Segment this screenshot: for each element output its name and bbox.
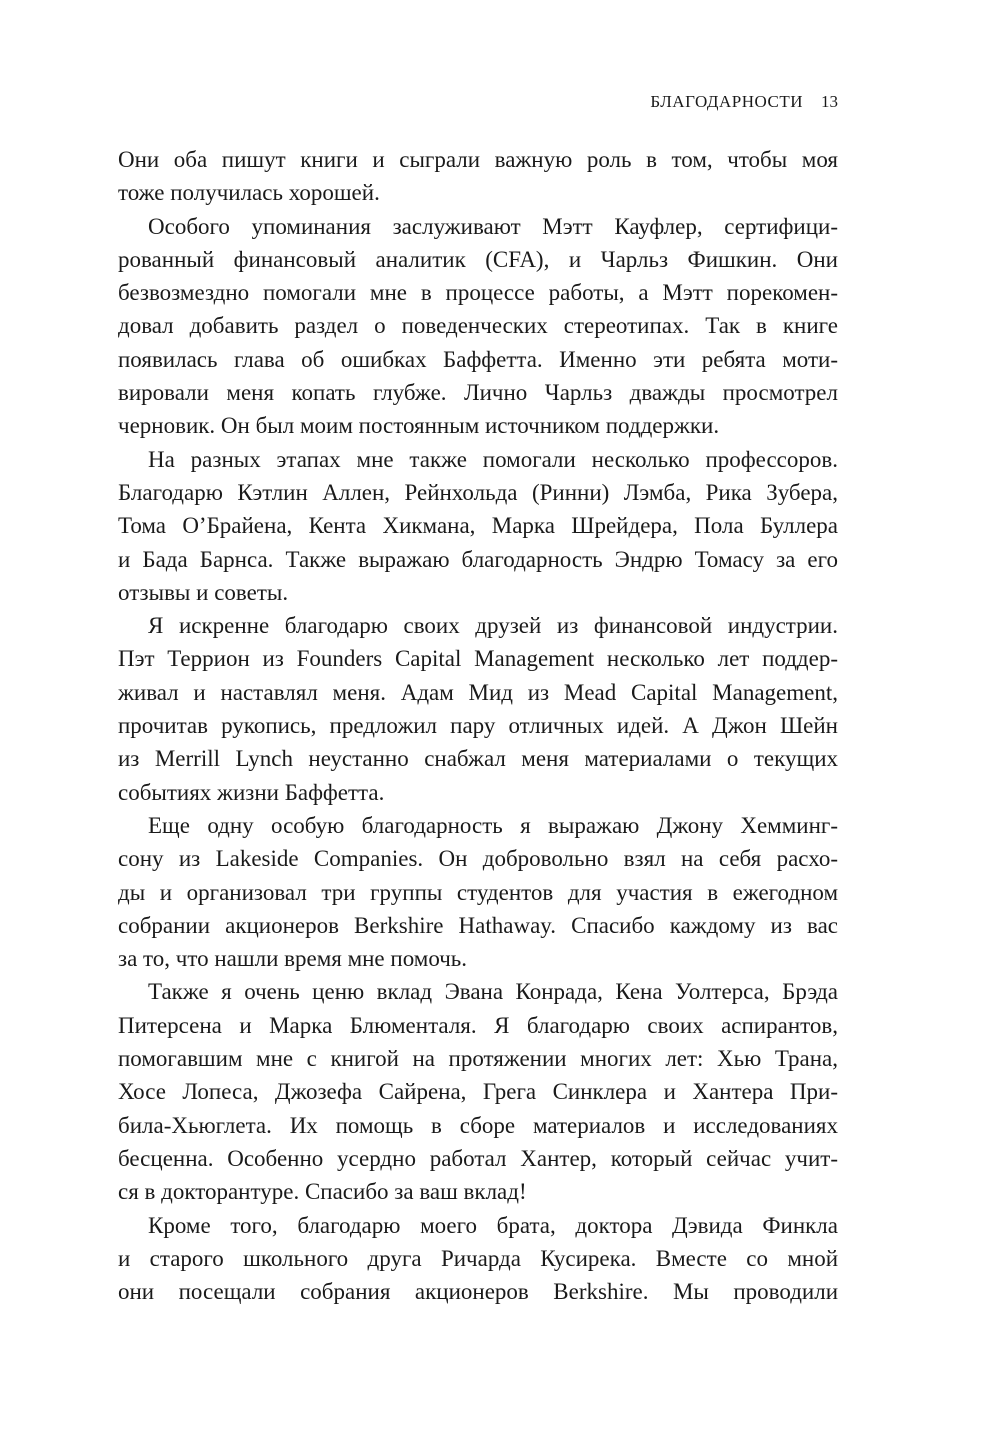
text-line: Они оба пишут книги и сыграли важную роль в том, чтобы моя	[118, 147, 838, 172]
text-line: Питерсена и Марка Блюменталя. Я благодарю своих аспирантов,	[118, 1012, 838, 1038]
text-line: безвозмездно помогали мне в процессе работы, а Мэтт порекомен-	[118, 280, 838, 306]
text-line: живал и наставлял меня. Адам Мид из Mead Capital Management,	[118, 679, 838, 705]
text-line: ды и организовал три группы студентов для участия в ежегодном	[118, 879, 838, 905]
text-line: Хосе Лопеса, Джозефа Сайрена, Грега Синклера и Хантера При-	[118, 1079, 838, 1105]
text-line: появилась глава об ошибках Баффетта. Именно эти ребята моти-	[118, 346, 838, 372]
text-line: довал добавить раздел о поведенческих стереотипах. Так в книге	[118, 313, 838, 339]
text-line: Еще одну особую благодарность я выражаю Джону Хемминг-	[148, 812, 838, 838]
body-text	[118, 143, 838, 1308]
paragraph	[118, 210, 838, 443]
page-number: 13	[821, 92, 838, 111]
text-line: На разных этапах мне также помогали несколько профессоров.	[148, 446, 838, 472]
paragraph	[118, 143, 838, 210]
running-header	[118, 90, 838, 114]
text-line: вировали меня копать глубже. Лично Чарльз дважды просмотрел	[118, 380, 838, 406]
text-line: собрании акционеров Berkshire Hathaway. Спасибо каждому из вас	[118, 912, 838, 938]
text-line: Тома О’Брайена, Кента Хикмана, Марка Шрейдера, Пола Буллера	[118, 513, 838, 539]
text-line: Пэт Террион из Founders Capital Management несколько лет поддер-	[118, 646, 838, 672]
text-line: прочитав рукопись, предложил пару отличных идей. А Джон Шейн	[118, 713, 838, 739]
text-line: за то, что нашли время мне помочь.	[118, 946, 468, 972]
text-line: била-Хьюглета. Их помощь в сборе материалов и исследованиях	[118, 1112, 838, 1138]
text-line: Особого упоминания заслуживают Мэтт Кауфлер, сертифици-	[148, 213, 838, 239]
text-line: Я искренне благодарю своих друзей из финансовой индустрии.	[148, 613, 838, 639]
text-line: отзывы и советы.	[118, 579, 289, 605]
text-line: ся в докторантуре. Спасибо за ваш вклад!	[118, 1179, 527, 1205]
text-line: Кроме того, благодарю моего брата, доктора Дэвида Финкла	[148, 1212, 838, 1238]
text-line: и старого школьного друга Ричарда Кусирека. Вместе со мной	[118, 1245, 838, 1271]
text-line: черновик. Он был моим постоянным источником поддержки.	[118, 413, 720, 439]
text-line: и Бада Барнса. Также выражаю благодарность Эндрю Томасу за его	[118, 546, 838, 572]
paragraph	[118, 975, 838, 1208]
text-line: из Merrill Lynch неустанно снабжал меня материалами о текущих	[118, 746, 838, 772]
paragraph	[118, 609, 838, 809]
paragraph	[118, 1209, 838, 1309]
text-line: Также я очень ценю вклад Эвана Конрада, Кена Уолтерса, Брэда	[148, 979, 838, 1005]
text-line: Благодарю Кэтлин Аллен, Рейнхольда (Ринни) Лэмба, Рика Зубера,	[118, 479, 838, 505]
text-line: они посещали собрания акционеров Berkshire. Мы проводили	[118, 1279, 838, 1305]
text-line: сону из Lakeside Companies. Он добровольно взял на себя расхо-	[118, 846, 838, 872]
text-line: бесценна. Особенно усердно работал Хантер, который сейчас учит-	[118, 1145, 838, 1171]
text-line: событиях жизни Баффетта.	[118, 779, 385, 805]
running-header-title: БЛАГОДАРНОСТИ	[650, 92, 803, 111]
text-line: помогавшим мне с книгой на протяжении многих лет: Хью Трана,	[118, 1046, 838, 1072]
text-line: тоже получилась хорошей.	[118, 180, 380, 206]
text-line: рованный финансовый аналитик (CFA), и Чарльз Фишкин. Они	[118, 246, 838, 272]
paragraph	[118, 809, 838, 975]
paragraph	[118, 443, 838, 609]
